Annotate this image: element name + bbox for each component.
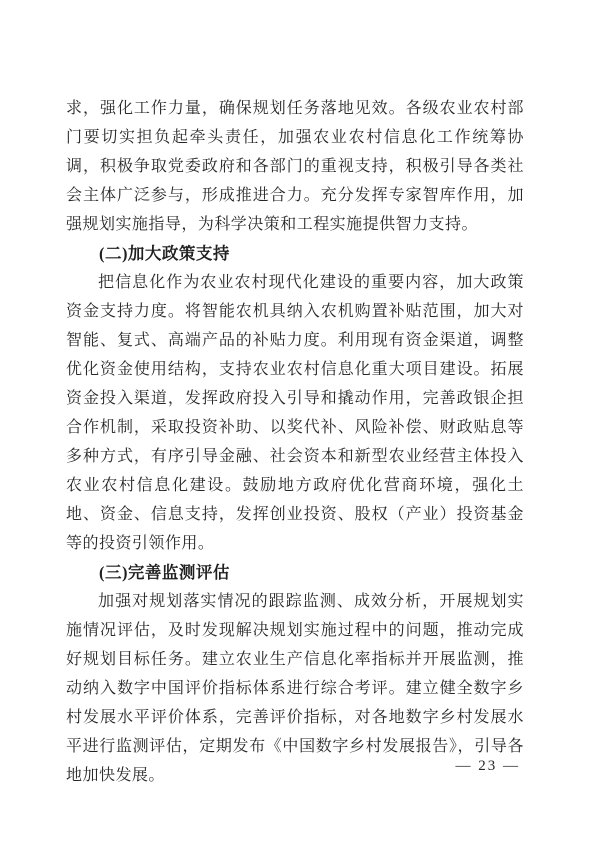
section-3-heading: (三)完善监测评估 [99,563,230,582]
section-2-heading: (二)加大政策支持 [99,244,230,263]
section-2-body: 把信息化作为农业农村现代化建设的重要内容，加大政策资金支持力度。将智能农机具纳入农机购置补贴范围，加大对智能、复式、高端产品的补贴力度。利用现有资金渠道，调整优化资金使用结构，支持农业农村信息化重大项目建设。拓展资金投入渠道，发挥政府投入引导和撬动作用，完善政银企担合作机制，采取投资补助、以奖代补、风险补偿、财政贴息等多种方式，有序引导金融、社会资本和新型农业经营主体投入农业农村信息化建设。鼓励地方政府优化营商环境，强化土地、资金、信息支持，发挥创业投资、股权（产业）投资基金等的投资引领作用。 [66,274,524,552]
section-3-body: 加强对规划落实情况的跟踪监测、成效分析，开展规划实施情况评估，及时发现解决规划实施过程中的问题，推动完成好规划目标任务。建立农业生产信息化率指标并开展监测，推动纳入数字中国评价指标体系进行综合考评。建立健全数字乡村发展水平评价体系，完善评价指标，对各地数字乡村发展水平进行监测评估，定期发布《中国数字乡村发展报告》，引导各地加快发展。 [66,593,524,784]
page-content [66,94,524,790]
paragraph-continuation: 求，强化工作力量，确保规划任务落地见效。各级农业农村部门要切实担负起牵头责任，加强农业农村信息化工作统筹协调，积极争取党委政府和各部门的重视支持，积极引导各类社会主体广泛参与，形成推进合力。充分发挥专家智库作用，加强规划实施指导，为科学决策和工程实施提供智力支持。 [66,100,524,233]
page-number: — 23 — [455,758,520,774]
